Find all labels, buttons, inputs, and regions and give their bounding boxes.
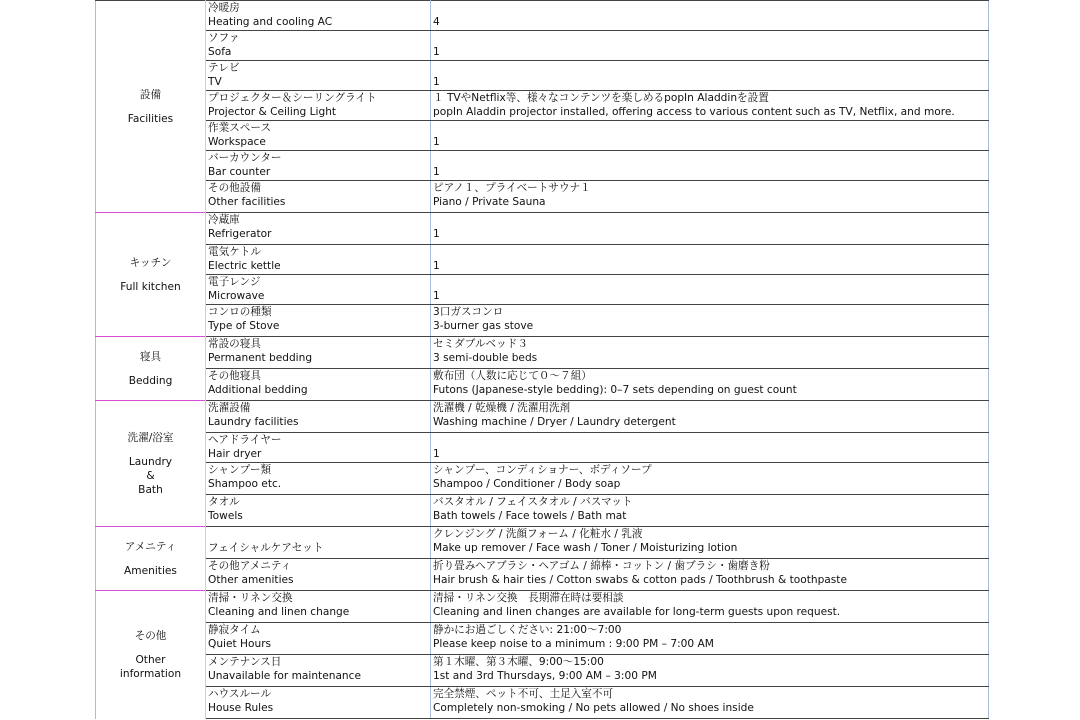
- value-line-2: 1: [433, 46, 440, 58]
- item-cell: [206, 91, 431, 121]
- group-title-jp: その他: [134, 629, 167, 642]
- facility-info-table-body: [96, 1, 989, 719]
- item-label-jp: 電気ケトル: [208, 246, 261, 258]
- table-row: [96, 151, 989, 181]
- item-label-jp: その他寝具: [208, 370, 261, 382]
- item-label-en: フェイシャルケアセット: [208, 542, 324, 554]
- item-label-en: Projector & Ceiling Light: [208, 106, 337, 118]
- value-line-2: 4: [433, 16, 440, 28]
- item-label-jp: テレビ: [208, 62, 240, 74]
- value-line-1: [433, 213, 988, 227]
- item-cell: [206, 151, 431, 181]
- table-row: [96, 623, 989, 655]
- value-line-1: 3口ガスコンロ: [433, 306, 504, 318]
- value-line-1: [433, 275, 988, 289]
- item-label-en: Microwave: [208, 290, 265, 302]
- value-line-1: ピアノ１、プライベートサウナ１: [433, 182, 591, 194]
- item-label-en: Refrigerator: [208, 228, 272, 240]
- item-label-jp: バーカウンター: [208, 152, 282, 164]
- value-cell: [431, 61, 989, 91]
- item-label-jp: シャンプー類: [208, 464, 272, 476]
- table-row: [96, 369, 989, 401]
- value-line-1: シャンプー、コンディショナー、ボディソープ: [433, 464, 652, 476]
- item-label-jp: ヘアドライヤー: [208, 434, 282, 446]
- item-cell: [206, 495, 431, 527]
- item-label-jp: 常設の寝具: [208, 338, 261, 350]
- table-row: [96, 31, 989, 61]
- group-title-en: [96, 653, 205, 681]
- group-title-en-line: &: [146, 469, 155, 482]
- item-label-jp: コンロの種類: [208, 306, 272, 318]
- group-title-en: [96, 374, 205, 388]
- item-label-en: Type of Stove: [208, 320, 280, 332]
- value-cell: [431, 121, 989, 151]
- value-line-1: [433, 31, 988, 45]
- item-label-en: Heating and cooling AC: [208, 16, 333, 28]
- item-label-en: TV: [208, 76, 222, 88]
- item-label-en: Additional bedding: [208, 384, 308, 396]
- item-label-en: Workspace: [208, 136, 266, 148]
- table-row: [96, 401, 989, 433]
- value-line-1: [433, 433, 988, 447]
- table-row: [96, 213, 989, 245]
- value-line-2: 1: [433, 228, 440, 240]
- item-label-jp: 冷蔵庫: [208, 214, 240, 226]
- item-label-en: Sofa: [208, 46, 232, 58]
- item-label-jp: タオル: [208, 496, 240, 508]
- group-label-amenities: [96, 527, 206, 591]
- group-label-kitchen: [96, 213, 206, 337]
- item-label-jp: ソファ: [208, 32, 240, 44]
- value-line-2: 3-burner gas stove: [433, 320, 534, 332]
- table-row: [96, 121, 989, 151]
- value-cell: [431, 655, 989, 687]
- value-line-2: 1st and 3rd Thursdays, 9:00 AM – 3:00 PM: [433, 670, 657, 682]
- item-cell: [206, 305, 431, 337]
- item-label-jp: プロジェクター＆シーリングライト: [208, 92, 377, 104]
- value-cell: [431, 31, 989, 61]
- table-row: [96, 245, 989, 275]
- value-line-2: Make up remover / Face wash / Toner / Moisturizing lotion: [433, 542, 738, 554]
- group-title-jp: 寝具: [139, 350, 162, 363]
- table-row: [96, 463, 989, 495]
- group-label-bedding: [96, 337, 206, 401]
- table-row: [96, 61, 989, 91]
- item-cell: [206, 655, 431, 687]
- value-cell: [431, 433, 989, 463]
- value-line-2: Washing machine / Dryer / Laundry detergent: [433, 416, 676, 428]
- item-cell: [206, 181, 431, 213]
- value-cell: [431, 623, 989, 655]
- value-line-1: 清掃・リネン交換 長期滞在時は要相談: [433, 592, 624, 604]
- group-title-jp: 洗濯/浴室: [127, 431, 174, 444]
- value-line-2: popIn Aladdin projector installed, offering access to various content such as TV, Netflix, and more.: [433, 106, 955, 118]
- item-label-en: House Rules: [208, 702, 274, 714]
- value-line-2: 1: [433, 448, 440, 460]
- value-cell: [431, 369, 989, 401]
- value-line-1: 敷布団（人数に応じて０～７組）: [433, 370, 592, 382]
- group-title-en: [96, 112, 205, 126]
- value-line-2: 3 semi-double beds: [433, 352, 538, 364]
- group-title-en-line: Bedding: [128, 374, 173, 387]
- value-cell: [431, 337, 989, 369]
- table-row: [96, 305, 989, 337]
- value-line-2: Cleaning and linen changes are available for long-term guests upon request.: [433, 606, 841, 618]
- value-line-1: 洗濯機 / 乾燥機 / 洗濯用洗剤: [433, 402, 571, 414]
- group-title-jp: キッチン: [129, 256, 172, 269]
- table-row: [96, 559, 989, 591]
- value-cell: [431, 181, 989, 213]
- value-cell: [431, 275, 989, 305]
- value-cell: [431, 1, 989, 31]
- value-line-1: [433, 121, 988, 135]
- value-cell: [431, 213, 989, 245]
- value-cell: [431, 527, 989, 559]
- group-title-en-line: Bath: [138, 483, 163, 496]
- item-label-en: Hair dryer: [208, 448, 262, 460]
- item-label-en: Permanent bedding: [208, 352, 313, 364]
- value-line-1: セミダブルベッド３: [433, 338, 528, 350]
- value-cell: [431, 687, 989, 719]
- item-label-en: Quiet Hours: [208, 638, 272, 650]
- item-label-en: Unavailable for maintenance: [208, 670, 361, 682]
- value-line-1: [433, 245, 988, 259]
- item-cell: [206, 433, 431, 463]
- item-cell: [206, 1, 431, 31]
- table-row: [96, 1, 989, 31]
- table-row: [96, 655, 989, 687]
- item-cell: [206, 591, 431, 623]
- value-cell: [431, 245, 989, 275]
- item-cell: [206, 337, 431, 369]
- value-line-1: クレンジング / 洗顔フォーム / 化粧水 / 乳液: [433, 528, 643, 540]
- group-title-jp: アメニティ: [124, 540, 177, 553]
- group-label-other: [96, 591, 206, 719]
- value-line-2: Piano / Private Sauna: [433, 196, 546, 208]
- group-label-laundry: [96, 401, 206, 527]
- value-line-2: Hair brush & hair ties / Cotton swabs & cotton pads / Toothbrush & toothpaste: [433, 574, 847, 586]
- value-line-1: 完全禁煙、ペット不可、土足入室不可: [433, 688, 614, 700]
- value-line-2: Bath towels / Face towels / Bath mat: [433, 510, 627, 522]
- group-title-en: [96, 280, 205, 294]
- group-title-en-line: Facilities: [127, 112, 174, 125]
- item-label-jp: 静寂タイム: [208, 624, 261, 636]
- item-cell: [206, 61, 431, 91]
- group-title-en-line: Other: [135, 653, 166, 666]
- item-cell: [206, 463, 431, 495]
- item-label-en: Other amenities: [208, 574, 294, 586]
- group-title-en-line: Full kitchen: [120, 280, 181, 293]
- value-cell: [431, 151, 989, 181]
- table-row: [96, 433, 989, 463]
- item-cell: [206, 245, 431, 275]
- group-title-en-line: information: [119, 667, 182, 680]
- group-title-en-line: Amenities: [124, 564, 177, 577]
- value-line-2: 1: [433, 290, 440, 302]
- value-cell: [431, 305, 989, 337]
- item-cell: [206, 527, 431, 559]
- item-cell: [206, 213, 431, 245]
- facility-info-table: [95, 0, 989, 719]
- value-line-1: １ TVやNetflix等、様々なコンテンツを楽しめるpopIn Aladdinを設置: [433, 92, 769, 104]
- value-cell: [431, 401, 989, 433]
- item-label-jp: 作業スペース: [208, 122, 272, 134]
- value-line-2: 1: [433, 136, 440, 148]
- group-title-jp: 設備: [139, 88, 162, 101]
- table-row: [96, 495, 989, 527]
- item-label-en: Bar counter: [208, 166, 271, 178]
- value-line-1: バスタオル / フェイスタオル / バスマット: [433, 496, 633, 508]
- item-label-jp: その他設備: [208, 182, 261, 194]
- item-label-jp: 冷暖房: [208, 2, 240, 14]
- item-label-en: Laundry facilities: [208, 416, 299, 428]
- value-line-1: [433, 151, 988, 165]
- item-cell: [206, 275, 431, 305]
- item-label-jp: [208, 527, 430, 541]
- group-title-en: [96, 564, 205, 578]
- item-label-en: Other facilities: [208, 196, 286, 208]
- table-row: [96, 275, 989, 305]
- group-title-en-line: Laundry: [128, 455, 173, 468]
- item-cell: [206, 559, 431, 591]
- item-cell: [206, 623, 431, 655]
- value-cell: [431, 495, 989, 527]
- value-cell: [431, 463, 989, 495]
- table-row: [96, 687, 989, 719]
- value-line-2: 1: [433, 76, 440, 88]
- item-cell: [206, 121, 431, 151]
- item-label-jp: 洗濯設備: [208, 402, 251, 414]
- item-label-en: Towels: [208, 510, 243, 522]
- value-line-2: Futons (Japanese-style bedding): 0–7 sets depending on guest count: [433, 384, 797, 396]
- item-label-en: Cleaning and linen change: [208, 606, 350, 618]
- value-line-1: [433, 61, 988, 75]
- value-line-2: Completely non-smoking / No pets allowed / No shoes inside: [433, 702, 754, 714]
- item-label-en: Shampoo etc.: [208, 478, 282, 490]
- value-line-1: 静かにお過ごしください: 21:00〜7:00: [433, 624, 622, 636]
- value-line-1: [433, 1, 988, 15]
- item-label-jp: 清掃・リネン交換: [208, 592, 293, 604]
- group-title-en: [96, 455, 205, 497]
- item-cell: [206, 369, 431, 401]
- item-label-jp: ハウスルール: [208, 688, 272, 700]
- value-line-1: 折り畳みヘアブラシ・ヘアゴム / 綿棒・コットン / 歯ブラシ・歯磨き粉: [433, 560, 770, 572]
- value-line-2: Shampoo / Conditioner / Body soap: [433, 478, 621, 490]
- value-cell: [431, 91, 989, 121]
- table-row: [96, 337, 989, 369]
- value-line-2: 1: [433, 166, 440, 178]
- item-cell: [206, 401, 431, 433]
- value-cell: [431, 559, 989, 591]
- table-row: [96, 91, 989, 121]
- value-line-2: Please keep noise to a minimum : 9:00 PM – 7:00 AM: [433, 638, 714, 650]
- value-cell: [431, 591, 989, 623]
- table-row: [96, 591, 989, 623]
- item-label-jp: その他アメニティ: [208, 560, 292, 572]
- item-label-en: Electric kettle: [208, 260, 281, 272]
- item-label-jp: メンテナンス日: [208, 656, 282, 668]
- item-label-jp: 電子レンジ: [208, 276, 261, 288]
- value-line-1: 第１木曜、第３木曜、9:00〜15:00: [433, 656, 604, 668]
- item-cell: [206, 687, 431, 719]
- table-row: [96, 181, 989, 213]
- value-line-2: 1: [433, 260, 440, 272]
- group-label-facilities: [96, 1, 206, 213]
- item-cell: [206, 31, 431, 61]
- table-row: [96, 527, 989, 559]
